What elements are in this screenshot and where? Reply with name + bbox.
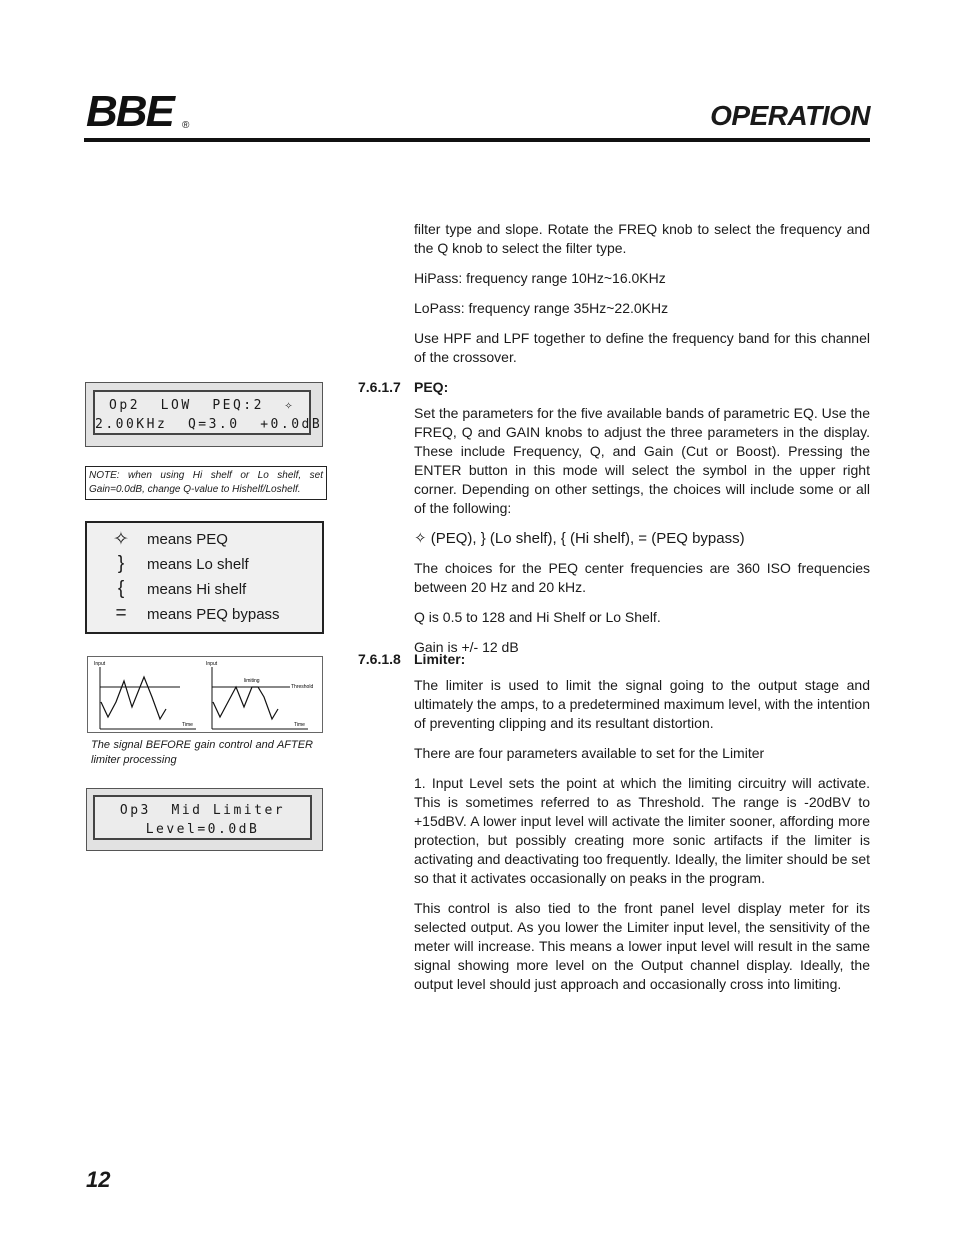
limiter-section-title: Limiter:: [414, 651, 466, 667]
intro-paragraph: Use HPF and LPF together to define the frequency band for this channel of the crossover.: [414, 330, 870, 365]
registered-mark: ®: [182, 120, 190, 130]
peq-paragraph: The choices for the PEQ center frequencies are 360 ISO frequencies between 20 Hz and 20 kHz.: [414, 560, 870, 595]
lcd-limiter-line1: Op3 Mid Limiter: [119, 803, 286, 818]
lcd-peq-line1: Op2 LOW PEQ:2 ✧: [109, 398, 295, 413]
lcd-peq-screen: [93, 390, 323, 435]
limiter-paragraph: 1. Input Level sets the point at which the limiting circuitry will activate. This is sometimes referred to as Threshold. The range is -20dBV to +15dBV. A lower input level will activate the limiter sooner, affording more protection, but possibly creating more sonic artifacts if the limiter is activating and deactivating too frequently. Ideally, the limiter should be set so that it activates occasionally on peaks in the program.: [414, 775, 870, 886]
right-time-label: Time: [294, 722, 305, 728]
signal-diagram-svg: [88, 657, 322, 732]
lcd-limiter-line2: Level=0.0dB: [145, 822, 260, 837]
symbol-legend: [85, 521, 324, 634]
lcd-limiter-panel: [86, 788, 323, 851]
page-number: 12: [86, 1167, 111, 1192]
limiter-section-number: 7.6.1.8: [358, 651, 401, 667]
intro-paragraph: filter type and slope. Rotate the FREQ knob to select the frequency and the Q knob to select the filter type.: [414, 221, 870, 256]
graph-caption: The signal BEFORE gain control and AFTER limiter processing: [91, 739, 313, 766]
left-signal-waveform: [101, 677, 166, 719]
peq-paragraph: Set the parameters for the five available bands of parametric EQ. Use the FREQ, Q and GAIN knobs to adjust the three parameters in the display. These include Frequency, Q, and Gain (Cut or Boost). Pressing the ENTER button in this mode will select the symbol in the upper right corner. Depending on other settings, the choices will include some or all of the following:: [414, 405, 870, 516]
lo-shelf-symbol-icon: }: [117, 553, 125, 574]
peq-body: [414, 404, 870, 668]
left-time-label: Time: [182, 722, 193, 728]
legend-label: means Lo shelf: [147, 556, 249, 573]
intro-text: [414, 220, 870, 378]
right-signal-waveform: [213, 687, 278, 719]
lcd-limiter-screen: [93, 795, 312, 840]
legend-row: [87, 603, 322, 627]
legend-row: [87, 578, 322, 602]
limiter-paragraph: This control is also tied to the front panel level display meter for its selected output. As you lower the Limiter input level, the sensitivity of the meter will increase. This means a lower input level will result in the same signal showing more level on the Output channel display. Ideally, the output level should just approach and occasionally cross into limiting.: [414, 900, 870, 992]
limiter-signal-diagram: [87, 656, 323, 733]
peq-paragraph: Q is 0.5 to 128 and Hi Shelf or Lo Shelf.: [414, 609, 661, 625]
bbe-logo: [86, 90, 196, 130]
right-input-label: Input: [206, 661, 218, 667]
page-title: OPERATION: [710, 100, 870, 131]
left-input-label: Input: [94, 661, 106, 667]
peq-symbols-line: ✧ (PEQ), } (Lo shelf), { (Hi shelf), = (PEQ bypass): [414, 530, 745, 547]
legend-label: means PEQ: [147, 531, 228, 548]
bypass-symbol-icon: =: [115, 603, 127, 624]
peq-symbol-icon: ✧: [113, 529, 129, 550]
limiting-label: limiting: [244, 678, 260, 684]
legend-label: means PEQ bypass: [147, 606, 280, 623]
threshold-label: Threshold: [291, 684, 314, 690]
peq-heading: [358, 379, 448, 395]
limiter-body: [414, 676, 870, 1005]
intro-paragraph: HiPass: frequency range 10Hz~16.0KHz: [414, 270, 666, 286]
peq-section-number: 7.6.1.7: [358, 379, 401, 395]
shelf-note: NOTE: when using Hi shelf or Lo shelf, set Gain=0.0dB, change Q-value to Hishelf/Loshelf.: [85, 466, 327, 500]
legend-label: means Hi shelf: [147, 581, 247, 598]
limiter-paragraph: There are four parameters available to set for the Limiter: [414, 745, 765, 761]
lcd-peq-line2: 2.00KHz Q=3.0 +0.0dB: [95, 417, 323, 432]
hi-shelf-symbol-icon: {: [117, 578, 125, 599]
intro-paragraph: LoPass: frequency range 35Hz~22.0KHz: [414, 300, 669, 316]
legend-row: [87, 528, 322, 552]
peq-paragraph: Gain is +/- 12 dB: [414, 639, 519, 655]
header-rule: [84, 138, 870, 142]
legend-row: [87, 553, 322, 577]
lcd-peq-panel: [85, 382, 323, 447]
peq-section-title: PEQ:: [414, 379, 449, 395]
logo-text: BBE: [86, 90, 173, 130]
limiter-heading: [358, 651, 465, 667]
limiter-paragraph: The limiter is used to limit the signal going to the output stage and ultimately the amps, to a predetermined maximum level, with the intention of preventing clipping and its resultant distortion.: [414, 677, 870, 731]
